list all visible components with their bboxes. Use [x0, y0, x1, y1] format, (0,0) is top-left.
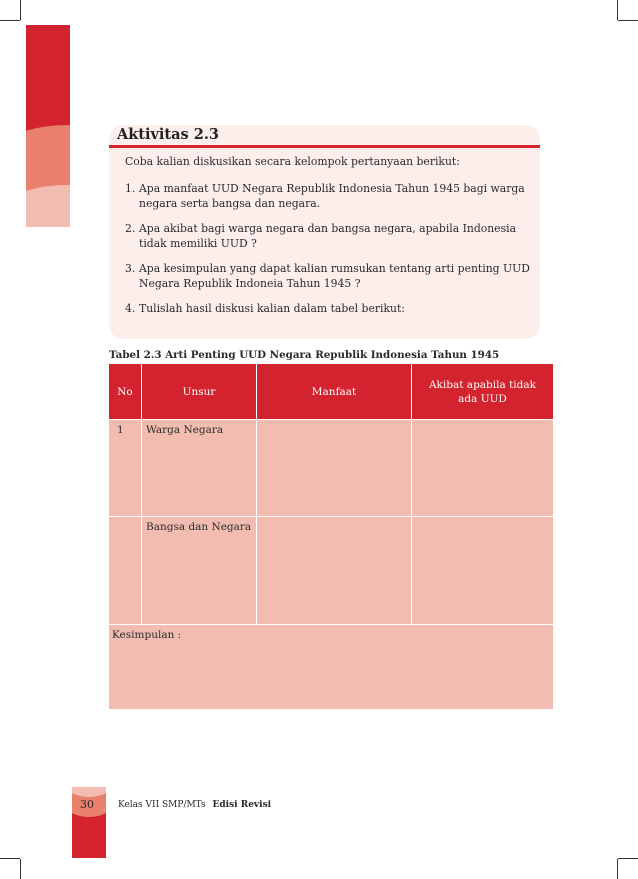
activity-question [125, 262, 530, 291]
activity-title-rule [109, 145, 540, 148]
row-1-unsur: Warga Negara [146, 424, 224, 436]
activity-intro: Coba kalian diskusikan secara kelompok pertanyaan berikut: [125, 155, 460, 168]
table-column-divider [141, 364, 142, 624]
question-text: Apa akibat bagi warga negara dan bangsa negara, apabila Indonesia tidak memiliki UUD ? [139, 222, 517, 250]
crop-mark [617, 0, 618, 20]
header-unsur: Unsur [142, 364, 256, 419]
activity-question [125, 222, 530, 251]
footer-book-info [118, 800, 271, 810]
page-number: 30 [80, 798, 94, 811]
row-1-no: 1 [117, 424, 124, 436]
crop-mark [0, 20, 20, 21]
table-caption: Tabel 2.3 Arti Penting UUD Negara Republik Indonesia Tahun 1945 [109, 349, 500, 361]
conclusion-label: Kesimpulan : [112, 629, 182, 641]
crop-mark [0, 858, 20, 859]
crop-mark [618, 20, 638, 21]
question-text: Apa manfaat UUD Negara Republik Indonesia Tahun 1945 bagi warga negara serta bangsa dan negara. [139, 182, 525, 210]
activity-title: Aktivitas 2.3 [117, 126, 219, 143]
question-text: Tulislah hasil diskusi kalian dalam tabel berikut: [139, 302, 405, 315]
table-column-divider [256, 364, 257, 624]
activity-box [109, 125, 540, 339]
activity-question-list [125, 182, 530, 328]
table-row-divider [109, 419, 553, 420]
table-column-divider [411, 364, 412, 624]
question-number: 1. [125, 182, 136, 195]
crop-mark [618, 858, 638, 859]
question-number: 4. [125, 302, 136, 315]
question-text: Apa kesimpulan yang dapat kalian rumsukan tentang arti penting UUD Negara Republik Indoneia Tahun 1945 ? [139, 262, 530, 290]
row-2-unsur: Bangsa dan Negara [146, 521, 252, 533]
crop-mark [20, 0, 21, 20]
footer-book-title: Kelas VII SMP/MTs [118, 800, 206, 810]
header-manfaat: Manfaat [257, 364, 411, 419]
table-row-divider [109, 516, 553, 517]
table-row-divider [109, 624, 553, 625]
header-no: No [109, 364, 141, 419]
crop-mark [20, 859, 21, 879]
activity-question [125, 182, 530, 211]
discussion-table [109, 364, 553, 709]
question-number: 3. [125, 262, 136, 275]
question-number: 2. [125, 222, 136, 235]
crop-mark [617, 859, 618, 879]
activity-question [125, 302, 530, 317]
footer-edition: Edisi Revisi [212, 800, 272, 810]
header-akibat: Akibat apabila tidak ada UUD [412, 364, 553, 419]
chapter-side-tab [26, 25, 70, 227]
